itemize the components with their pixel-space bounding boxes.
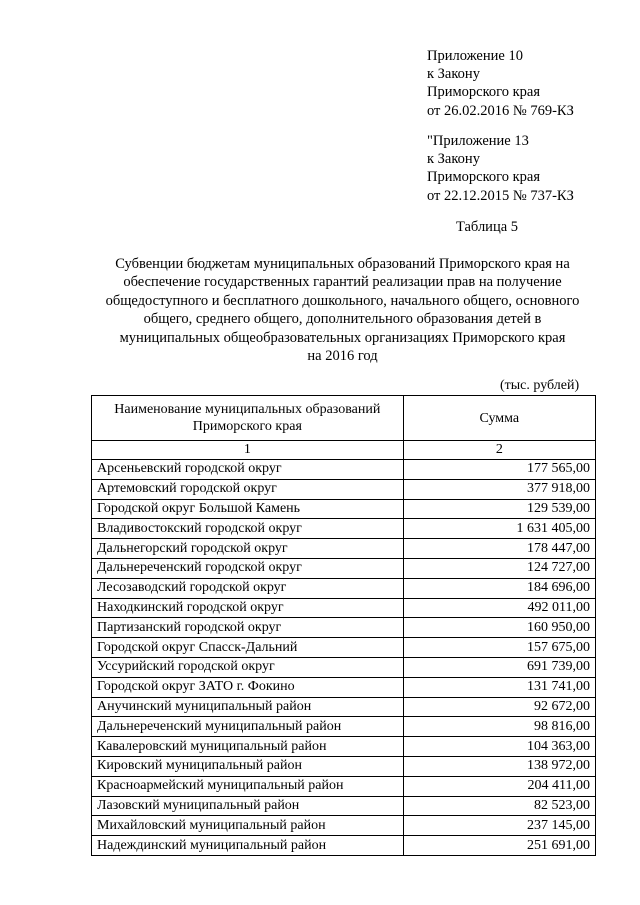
amount-value: 251 691,00 <box>403 836 595 856</box>
units-label: (тыс. рублей) <box>500 378 580 393</box>
table-row <box>92 519 596 539</box>
table-label: Таблица 5 <box>456 219 519 235</box>
subventions-table <box>91 395 596 856</box>
amount-value: 691 739,00 <box>403 657 595 677</box>
amount-value: 377 918,00 <box>403 479 595 499</box>
municipality-name: Городской округ Большой Камень <box>92 499 404 519</box>
amount-value: 160 950,00 <box>403 618 595 638</box>
table-row <box>92 578 596 598</box>
table-row <box>92 737 596 757</box>
municipality-name: Надеждинский муниципальный район <box>92 836 404 856</box>
table-row <box>92 460 596 480</box>
amount-value: 138 972,00 <box>403 756 595 776</box>
table-row <box>92 657 596 677</box>
title-line: Субвенции бюджетам муниципальных образований Приморского края на <box>115 256 570 272</box>
municipality-name: Арсеньевский городской округ <box>92 460 404 480</box>
table-row <box>92 677 596 697</box>
amount-value: 98 816,00 <box>403 717 595 737</box>
municipality-name: Лесозаводский городской округ <box>92 578 404 598</box>
amount-value: 129 539,00 <box>403 499 595 519</box>
appendix-line: Приморского края <box>427 169 541 186</box>
table-row <box>92 558 596 578</box>
title-line: общедоступного и бесплатного дошкольного, начального общего, основного <box>105 292 580 309</box>
table-row <box>92 598 596 618</box>
column-number: 2 <box>403 441 595 460</box>
header-amount: Сумма <box>403 396 595 441</box>
appendix-line: Приморского края <box>427 84 541 101</box>
title-line: обеспечение государственных гарантий реализации прав на получение <box>123 274 562 291</box>
title-line: общего, среднего общего, дополнительного образования детей в <box>143 311 542 328</box>
appendix-line: Приложение 10 <box>427 48 523 64</box>
municipality-name: Дальнереченский городской округ <box>92 558 404 578</box>
title-line: муниципальных общеобразовательных организациях Приморского края <box>119 329 566 346</box>
municipality-name: Артемовский городской округ <box>92 479 404 499</box>
amount-value: 82 523,00 <box>403 796 595 816</box>
municipality-name: Анучинский муниципальный район <box>92 697 404 717</box>
municipality-name: Уссурийский городской округ <box>92 657 404 677</box>
municipality-name: Дальнереченский муниципальный район <box>92 717 404 737</box>
amount-value: 124 727,00 <box>403 558 595 578</box>
municipality-name: Партизанский городской округ <box>92 618 404 638</box>
column-number: 1 <box>92 441 404 460</box>
amount-value: 1 631 405,00 <box>403 519 595 539</box>
appendix-current-reference <box>427 47 574 120</box>
municipality-name: Городской округ ЗАТО г. Фокино <box>92 677 404 697</box>
document-title <box>80 255 605 365</box>
amount-value: 184 696,00 <box>403 578 595 598</box>
appendix-line: к Закону <box>427 66 480 83</box>
header-name: Наименование муниципальных образований Приморского края <box>92 396 404 441</box>
municipality-name: Красноармейский муниципальный район <box>92 776 404 796</box>
table-row <box>92 816 596 836</box>
municipality-name: Кировский муниципальный район <box>92 756 404 776</box>
municipality-name: Кавалеровский муниципальный район <box>92 737 404 757</box>
table-row <box>92 756 596 776</box>
title-line: на 2016 год <box>307 348 378 365</box>
municipality-name: Михайловский муниципальный район <box>92 816 404 836</box>
table-row <box>92 836 596 856</box>
amount-value: 178 447,00 <box>403 539 595 559</box>
table-row <box>92 539 596 559</box>
amount-value: 157 675,00 <box>403 638 595 658</box>
appendix-line: от 22.12.2015 № 737-КЗ <box>427 187 574 204</box>
amount-value: 92 672,00 <box>403 697 595 717</box>
table-row <box>92 697 596 717</box>
appendix-line: от 26.02.2016 № 769-КЗ <box>427 102 574 119</box>
table-row <box>92 796 596 816</box>
municipality-name: Городской округ Спасск-Дальний <box>92 638 404 658</box>
amount-value: 131 741,00 <box>403 677 595 697</box>
appendix-line: "Приложение 13 <box>427 133 529 149</box>
municipality-name: Владивостокский городской округ <box>92 519 404 539</box>
table-row <box>92 618 596 638</box>
table-row <box>92 479 596 499</box>
amount-value: 177 565,00 <box>403 460 595 480</box>
amount-value: 104 363,00 <box>403 737 595 757</box>
appendix-prior-reference <box>427 132 574 205</box>
amount-value: 204 411,00 <box>403 776 595 796</box>
table-row <box>92 717 596 737</box>
amount-value: 237 145,00 <box>403 816 595 836</box>
appendix-line: к Закону <box>427 151 480 168</box>
municipality-name: Находкинский городской округ <box>92 598 404 618</box>
table-row <box>92 499 596 519</box>
municipality-name: Дальнегорский городской округ <box>92 539 404 559</box>
municipality-name: Лазовский муниципальный район <box>92 796 404 816</box>
table-row <box>92 638 596 658</box>
amount-value: 492 011,00 <box>403 598 595 618</box>
table-row <box>92 776 596 796</box>
